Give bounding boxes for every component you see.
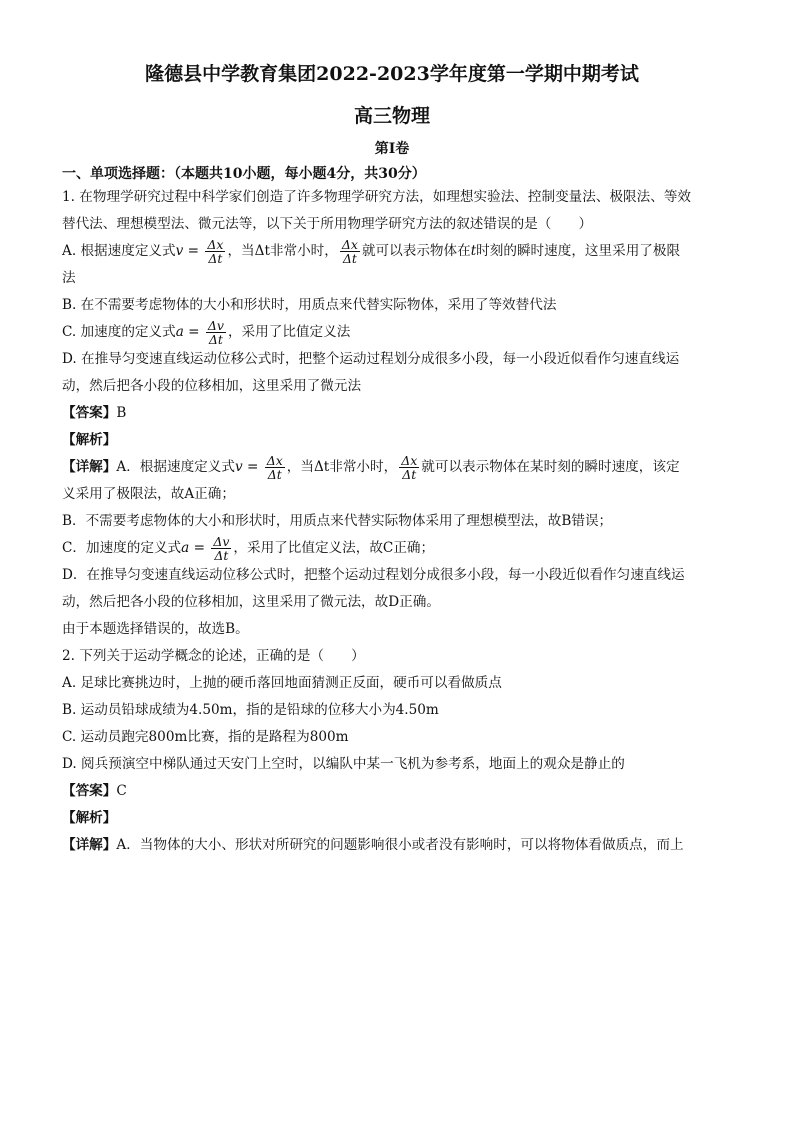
fraction-denominator: Δt: [208, 251, 223, 266]
q1-explain-d-line2: 动，然后把各小段的位移相加，这里采用了微元法，故D正确。: [62, 594, 440, 610]
q1-option-d-line1: D. 在推导匀变速直线运动位移公式时，把整个运动过程划分成很多小段，每一小段近似看作匀速直线运: [62, 351, 680, 367]
fraction-dx-dt: [340, 238, 360, 265]
fraction-dx-dt: [205, 238, 225, 265]
answer-tag: 【答案】: [62, 405, 117, 421]
fraction-numerator: Δx: [266, 453, 283, 468]
q2-explain-a: [62, 832, 722, 859]
detail-tag: 【详解】: [62, 459, 117, 475]
fraction-numerator: Δx: [401, 453, 418, 468]
symbol-v: v: [175, 243, 184, 259]
q1-a-post2: 时刻的瞬时速度，这里采用了极限: [476, 243, 681, 259]
answer-tag: 【答案】: [62, 783, 117, 799]
exam-page: [62, 62, 722, 859]
q1-option-d-line2: 动，然后把各小段的位移相加，这里采用了微元法: [62, 378, 362, 394]
q1-a-prefix: A. 根据速度定义式: [62, 243, 176, 259]
q2-analysis: [62, 805, 722, 832]
fraction-denominator: Δt: [214, 548, 229, 563]
q1-e1-middle: ，当Δt非常小时，: [286, 459, 398, 475]
section-heading: 一、单项选择题：（本题共10小题，每小题4分，共30分）: [62, 166, 426, 182]
symbol-t: t: [470, 243, 477, 259]
fraction-dx-dt: [399, 454, 419, 481]
q1-analysis: [62, 427, 722, 454]
fraction-dv-dt: [211, 535, 231, 562]
q1-explain-b: B．不需要考虑物体的大小和形状时，用质点来代替实际物体采用了理想模型法，故B错误；: [62, 513, 613, 529]
question-2: [62, 643, 722, 859]
question-1: [62, 184, 722, 643]
q1-answer: [62, 400, 722, 427]
q2-option-d: D. 阅兵预演空中梯队通过天安门上空时，以编队中某一飞机为参考系，地面上的观众是静止的: [62, 756, 625, 772]
q2-answer: [62, 778, 722, 805]
q1-e3-prefix: C．加速度的定义式: [62, 540, 182, 556]
fraction-numerator: Δv: [213, 534, 230, 549]
q1-explain-c: [62, 535, 722, 562]
q1-e1-prefix: A．根据速度定义式: [116, 459, 235, 475]
q1-c-post: ，采用了比值定义法: [227, 324, 351, 340]
answer-value: B: [116, 405, 127, 421]
q1-option-a: [62, 238, 722, 265]
fraction-numerator: Δx: [207, 237, 224, 252]
analysis-tag: 【解析】: [62, 432, 117, 448]
fraction-denominator: Δt: [208, 332, 223, 347]
q1-conclusion: 由于本题选择错误的，故选B。: [62, 621, 249, 637]
fraction-dv-dt: [206, 319, 226, 346]
q1-e3-post: ，采用了比值定义法，故C正确；: [233, 540, 435, 556]
exam-subject: 高三物理: [353, 105, 430, 127]
q1-explain-a: [62, 454, 722, 481]
q2-option-a: A. 足球比赛挑边时，上抛的硬币落回地面猜测正反面，硬币可以看做质点: [62, 675, 502, 691]
fraction-dx-dt: [265, 454, 285, 481]
exam-title: 隆德县中学教育集团2022-2023学年度第一学期中期考试: [145, 63, 639, 85]
q1-option-a-line2: 法: [62, 270, 76, 286]
equals-sign: =: [189, 540, 210, 556]
q1-e1-post: 就可以表示物体在某时刻的瞬时速度，该定: [421, 459, 680, 475]
fraction-denominator: Δt: [267, 467, 282, 482]
q1-c-prefix: C. 加速度的定义式: [62, 324, 176, 340]
fraction-denominator: Δt: [402, 467, 417, 482]
q1-explain-d-line1: D．在推导匀变速直线运动位移公式时，把整个运动过程划分成很多小段，每一小段近似看作匀速直线运: [62, 567, 685, 583]
q2-stem: 2. 下列关于运动学概念的论述，正确的是（ ）: [62, 648, 365, 664]
symbol-a: a: [181, 540, 190, 556]
q1-a-post1: 就可以表示物体在: [361, 243, 471, 259]
equals-sign: =: [242, 459, 263, 475]
fraction-denominator: Δt: [342, 251, 357, 266]
equals-sign: =: [183, 243, 204, 259]
analysis-tag: 【解析】: [62, 810, 117, 826]
answer-value: C: [116, 783, 127, 799]
fraction-numerator: Δx: [341, 237, 358, 252]
symbol-v: v: [234, 459, 243, 475]
detail-tag: 【详解】: [62, 837, 117, 853]
q1-option-c: [62, 319, 722, 346]
q1-option-b: B. 在不需要考虑物体的大小和形状时，用质点来代替实际物体，采用了等效替代法: [62, 297, 557, 313]
q2-e1: A．当物体的大小、形状对所研究的问题影响很小或者没有影响时，可以将物体看做质点，而上: [116, 837, 684, 853]
q2-option-c: C. 运动员跑完800m比赛，指的是路程为800m: [62, 729, 349, 745]
volume-label: 第Ⅰ卷: [374, 141, 410, 157]
q1-explain-a-line2: 义采用了极限法，故A正确；: [62, 486, 235, 502]
q1-a-middle: ，当Δt非常小时，: [227, 243, 338, 259]
q1-stem-line2: 替代法、理想模型法、微元法等，以下关于所用物理学研究方法的叙述错误的是（ ）: [62, 216, 593, 232]
q2-option-b: B. 运动员铅球成绩为4.50m，指的是铅球的位移大小为4.50m: [62, 702, 439, 718]
equals-sign: =: [183, 324, 204, 340]
symbol-a: a: [175, 324, 184, 340]
q1-stem-line1: 1. 在物理学研究过程中科学家们创造了许多物理学研究方法，如理想实验法、控制变量法、极限法、等效: [62, 189, 692, 205]
fraction-numerator: Δv: [207, 318, 224, 333]
